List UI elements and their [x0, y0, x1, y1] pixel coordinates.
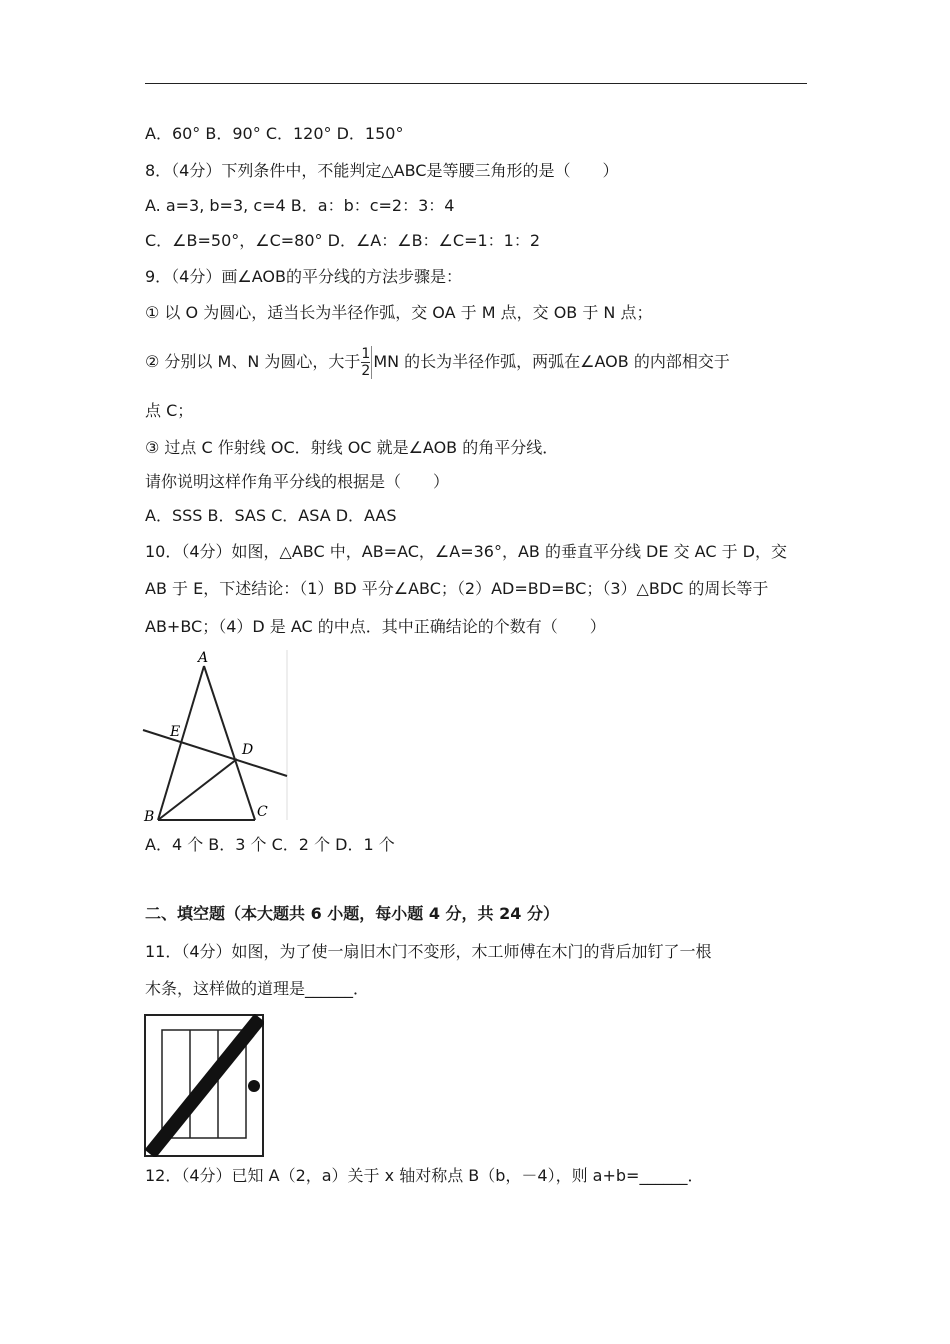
q10-options: A．4 个 B．3 个 C．2 个 D．1 个 [145, 835, 395, 854]
label-d: D [242, 742, 254, 758]
door-knob [248, 1080, 260, 1092]
label-a: A [198, 650, 209, 666]
diagonal-brace [150, 1018, 260, 1154]
perpendicular-bisector-de [143, 730, 287, 776]
half-fraction [361, 346, 372, 379]
frac-denominator: 2 [361, 363, 371, 379]
q7-options: A．60° B．90° C．120° D．150° [145, 124, 404, 143]
triangle-figure [140, 648, 290, 824]
q11-line1: 11．（4分）如图，为了使一扇旧木门不变形，木工师傅在木门的背后加钉了一根 [145, 942, 712, 961]
q10-line1: 10．（4分）如图，△ABC 中，AB=AC，∠A=36°，AB 的垂直平分线 DE 交 AC 于 D，交 [145, 542, 787, 561]
q9-options: A．SSS B．SAS C．ASA D．AAS [145, 506, 397, 525]
q12: 12．（4分）已知 A（2，a）关于 x 轴对称点 B（b，－4），则 a+b=______． [145, 1166, 704, 1185]
q9-ask: 请你说明这样作角平分线的根据是（ ） [145, 472, 450, 491]
header-rule [145, 83, 807, 84]
q9-step3: ③ 过点 C 作射线 OC．射线 OC 就是∠AOB 的角平分线． [145, 438, 559, 457]
q9-stem: 9．（4分）画∠AOB的平分线的方法步骤是： [145, 267, 462, 286]
q10-line2: AB 于 E，下述结论：（1）BD 平分∠ABC；（2）AD=BD=BC；（3）△BDC 的周长等于 [145, 579, 769, 598]
q9-step1: ① 以 O 为圆心，适当长为半径作弧，交 OA 于 M 点，交 OB 于 N 点； [145, 303, 653, 322]
q11-line2: 木条，这样做的道理是______． [145, 979, 370, 998]
q9-step2-post: MN 的长为半径作弧，两弧在∠AOB 的内部相交于 [373, 352, 730, 371]
section-2-heading: 二、填空题（本大题共 6 小题，每小题 4 分，共 24 分） [145, 904, 559, 923]
label-c: C [257, 804, 268, 820]
door-figure [144, 1014, 264, 1157]
segment-bd [158, 759, 237, 820]
q10-line3: AB+BC；（4）D 是 AC 的中点．其中正确结论的个数有（ ） [145, 617, 606, 636]
q8-options-2: C．∠B=50°，∠C=80° D．∠A：∠B：∠C=1：1：2 [145, 231, 541, 250]
q8-options-1: A. a=3, b=3, c=4 B．a：b：c=2：3：4 [145, 196, 455, 215]
q9-step2-pre: ② 分别以 M、N 为圆心，大于 [145, 352, 361, 371]
label-b: B [144, 809, 155, 824]
q8-stem: 8．（4分）下列条件中，不能判定△ABC是等腰三角形的是（ ） [145, 161, 619, 180]
frac-numerator: 1 [361, 346, 371, 362]
q9-step2-end: 点 C； [145, 401, 194, 420]
q9-step2 [145, 344, 730, 380]
label-e: E [170, 724, 181, 740]
